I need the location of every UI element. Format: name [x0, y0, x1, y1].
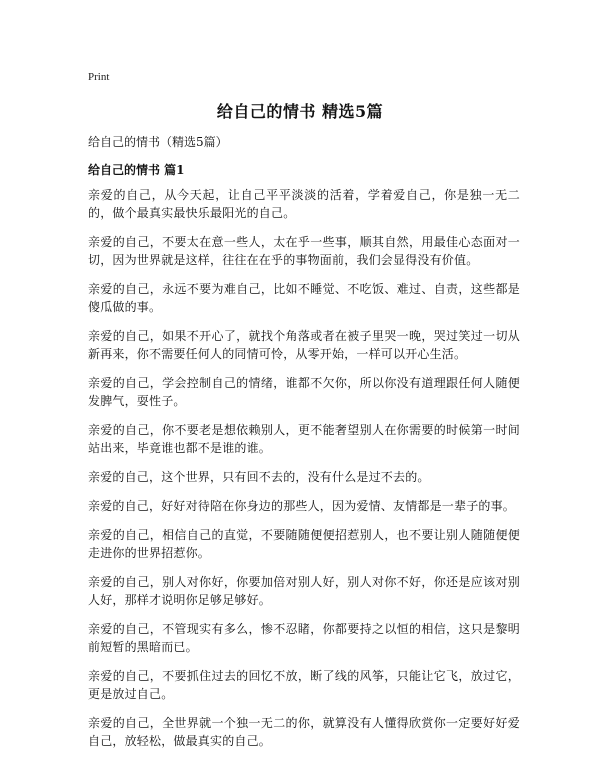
section-heading: 给自己的情书 篇1	[88, 163, 185, 177]
document-body	[88, 186, 520, 761]
print-label: Print	[88, 71, 110, 83]
document-title: 给自己的情书 精选5篇	[216, 102, 384, 121]
paragraph-5: 亲爱的自己，学会控制自己的情绪，谁都不欠你，所以你没有道理跟任何人随便发脾气，耍性子。	[88, 376, 520, 408]
paragraph-7: 亲爱的自己，这个世界，只有回不去的，没有什么是过不去的。	[88, 470, 430, 484]
paragraph-3: 亲爱的自己，永远不要为难自己，比如不睡觉、不吃饭、难过、自责，这些都是傻瓜做的事。	[88, 282, 520, 314]
document-subtitle: 给自己的情书（精选5篇）	[88, 135, 228, 149]
paragraph-6: 亲爱的自己，你不要老是想依赖别人，更不能奢望别人在你需要的时候第一时间站出来，毕竟谁也都不是谁的谁。	[88, 423, 520, 455]
paragraph-1: 亲爱的自己，从今天起，让自己平平淡淡的活着，学着爱自己，你是独一无二的，做个最真实最快乐最阳光的自己。	[88, 188, 520, 220]
paragraph-8: 亲爱的自己，好好对待陪在你身边的那些人，因为爱情、友情都是一辈子的事。	[88, 499, 516, 513]
paragraph-11: 亲爱的自己，不管现实有多么，惨不忍睹，你都要持之以恒的相信，这只是黎明前短暂的黑暗而已。	[88, 622, 520, 654]
paragraph-9: 亲爱的自己，相信自己的直觉，不要随随便便招惹别人，也不要让别人随随便便走进你的世界招惹你。	[88, 528, 520, 560]
paragraph-2: 亲爱的自己，不要太在意一些人，太在乎一些事，顺其自然，用最佳心态面对一切，因为世界就是这样，往往在在乎的事物面前，我们会显得没有价值。	[88, 235, 520, 267]
paragraph-12: 亲爱的自己，不要抓住过去的回忆不放，断了线的风筝，只能让它飞，放过它，更是放过自己。	[88, 669, 520, 701]
paragraph-13: 亲爱的自己，全世界就一个独一无二的你，就算没有人懂得欣赏你一定要好好爱自己，放轻松，做最真实的自己。	[88, 716, 520, 748]
paragraph-4: 亲爱的自己，如果不开心了，就找个角落或者在被子里哭一晚，哭过笑过一切从新再来，你不需要任何人的同情可怜，从零开始，一样可以开心生活。	[88, 329, 520, 361]
paragraph-10: 亲爱的自己，别人对你好，你要加倍对别人好，别人对你不好，你还是应该对别人好，那样才说明你足够足够好。	[88, 575, 520, 607]
